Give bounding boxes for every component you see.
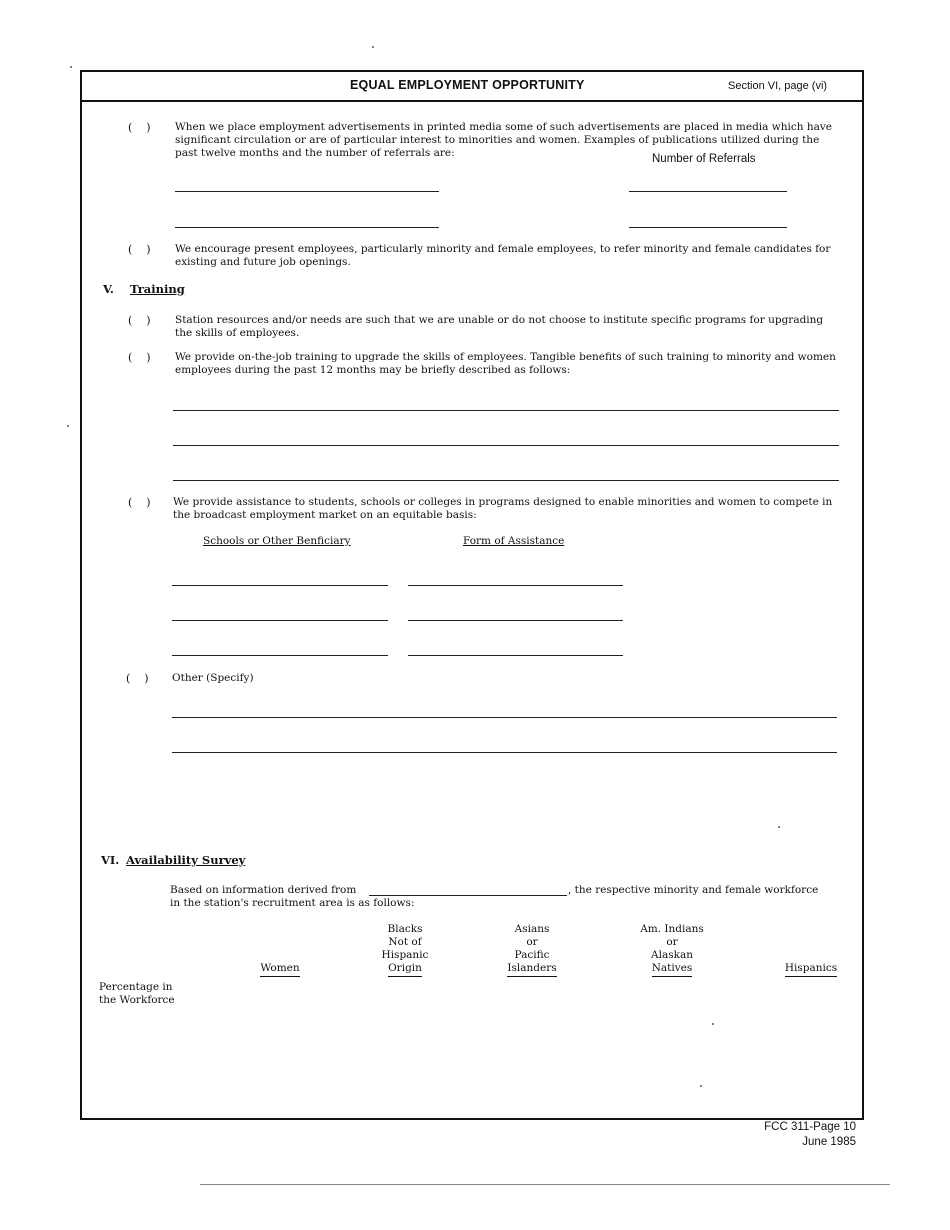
- column-asians: [492, 923, 572, 977]
- training-number: V.: [103, 282, 114, 296]
- row-label-line-1: Percentage in: [99, 981, 173, 993]
- header-rule: [80, 100, 864, 102]
- number-of-referrals-label: Number of Referrals: [652, 153, 756, 165]
- no-training-text: Station resources and/or needs are such that we are unable or do not choose to institute specific programs for upgrading the skills of employees.: [175, 314, 824, 339]
- column-asians-line-1: Asians: [514, 923, 550, 935]
- column-amindians-line-1: Am. Indians: [640, 923, 704, 935]
- referrals-line-2[interactable]: [629, 227, 787, 228]
- column-amindians-line-2: or: [666, 936, 678, 948]
- scan-speck: [712, 1023, 714, 1025]
- training-description-line-2[interactable]: [173, 445, 839, 446]
- scan-speck: [67, 425, 69, 427]
- column-blacks-line-2: Not of: [388, 936, 422, 948]
- survey-intro-start: Based on information derived from: [170, 884, 357, 896]
- checkbox-no-training[interactable]: ( ): [128, 314, 151, 327]
- beneficiary-line-3[interactable]: [172, 655, 388, 656]
- publication-line-1[interactable]: [175, 191, 439, 192]
- beneficiary-column-header: Schools or Other Benficiary: [203, 535, 351, 547]
- survey-intro-end: , the respective minority and female workforce: [568, 884, 819, 896]
- row-label-percentage: [99, 981, 175, 1007]
- column-women-label: Women: [260, 962, 299, 977]
- other-line-1[interactable]: [172, 717, 837, 718]
- scan-speck: [778, 826, 780, 828]
- scan-speck: [700, 1085, 702, 1087]
- training-description-line-3[interactable]: [173, 480, 839, 481]
- column-women: [250, 962, 310, 977]
- checkbox-student-assistance[interactable]: ( ): [128, 496, 151, 509]
- column-hispanics-label: Hispanics: [785, 962, 837, 977]
- survey-intro-line2: in the station's recruitment area is as follows:: [170, 897, 415, 909]
- scan-speck: [372, 46, 374, 48]
- training-description-line-1[interactable]: [173, 410, 839, 411]
- column-asians-line-2: or: [526, 936, 538, 948]
- assistance-line-1[interactable]: [408, 585, 623, 586]
- survey-number: VI.: [101, 853, 120, 867]
- checkbox-on-the-job-training[interactable]: ( ): [128, 351, 151, 364]
- availability-survey-heading: Availability Survey: [126, 853, 246, 867]
- training-heading: Training: [130, 282, 185, 296]
- beneficiary-line-1[interactable]: [172, 585, 388, 586]
- column-blacks: [365, 923, 445, 977]
- column-blacks-line-4: Origin: [388, 962, 422, 977]
- employee-referrals-text: We encourage present employees, particularly minority and female employees, to refer minority and female candidates for existing and future job openings.: [175, 243, 831, 268]
- beneficiary-line-2[interactable]: [172, 620, 388, 621]
- other-specify-label: Other (Specify): [172, 672, 254, 684]
- form-number: FCC 311-Page 10: [764, 1121, 856, 1133]
- column-blacks-line-1: Blacks: [387, 923, 423, 935]
- row-label-line-2: the Workforce: [99, 994, 175, 1006]
- checkbox-employee-referrals[interactable]: ( ): [128, 243, 151, 256]
- publication-line-2[interactable]: [175, 227, 439, 228]
- checkbox-advertisements[interactable]: ( ): [128, 121, 151, 134]
- page-title: EQUAL EMPLOYMENT OPPORTUNITY: [350, 78, 585, 92]
- assistance-line-2[interactable]: [408, 620, 623, 621]
- column-amindians-line-4: Natives: [652, 962, 693, 977]
- scan-speck: [70, 66, 72, 68]
- referrals-line-1[interactable]: [629, 191, 787, 192]
- column-asians-line-3: Pacific: [514, 949, 550, 961]
- column-asians-line-4: Islanders: [507, 962, 556, 977]
- checkbox-other[interactable]: ( ): [126, 672, 149, 685]
- section-label: Section VI, page (vi): [728, 80, 828, 92]
- survey-source-line[interactable]: [369, 895, 567, 896]
- scan-edge-line: [200, 1184, 890, 1185]
- other-line-2[interactable]: [172, 752, 837, 753]
- column-blacks-line-3: Hispanic: [381, 949, 429, 961]
- form-date: June 1985: [802, 1136, 856, 1148]
- student-assistance-text: We provide assistance to students, schools or colleges in programs designed to enable minorities and women to compete in the broadcast employment market on an equitable basis:: [173, 496, 833, 521]
- column-hispanics: [775, 962, 847, 977]
- advertisements-text: When we place employment advertisements in printed media some of such advertisements are placed in media which have significant circulation or are of particular interest to minorities and women. Examples of publications utilized during the past twelve months and the number of referrals are:: [175, 121, 833, 159]
- column-american-indians: [627, 923, 717, 977]
- assistance-column-header: Form of Assistance: [463, 535, 565, 547]
- assistance-line-3[interactable]: [408, 655, 623, 656]
- on-the-job-training-text: We provide on-the-job training to upgrade the skills of employees. Tangible benefits of such training to minority and women employees during the past 12 months may be briefly described as follows:: [175, 351, 836, 376]
- column-amindians-line-3: Alaskan: [651, 949, 693, 961]
